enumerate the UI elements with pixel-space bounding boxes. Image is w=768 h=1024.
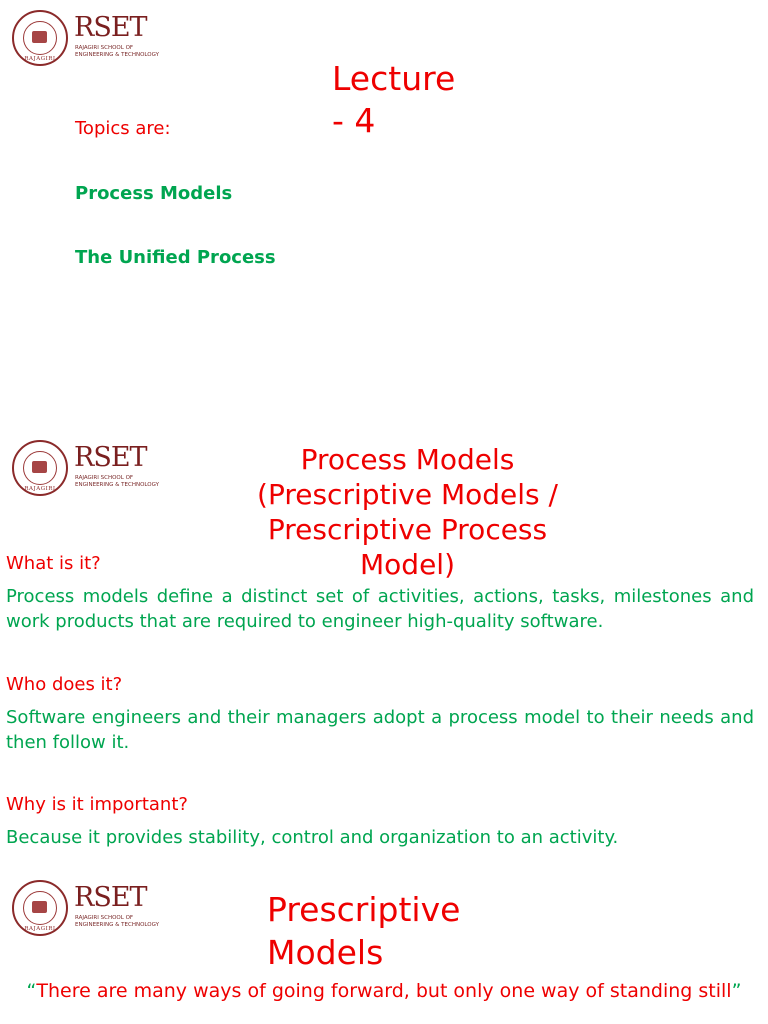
rset-logo [12,880,172,938]
quote [0,980,768,1002]
logo-name: RSET [74,882,147,913]
question-heading: Why is it important? [6,794,188,815]
answer-text: Process models define a distinct set of activities, actions, tasks, milestones and work products that are required to engineer high-quality software. [6,586,754,632]
question-heading: Who does it? [6,674,123,695]
slide-3 [0,870,768,1024]
slide-title: Prescriptive Models [267,890,461,972]
lecture-title: Lecture - 4 [332,59,456,140]
slide-title: Process Models (Prescriptive Models / Prescriptive Process Model) [257,443,558,581]
rset-logo [12,440,172,498]
slide-1 [0,0,768,420]
logo-name: RSET [74,12,147,43]
rset-seal-icon: RAJAGIRI [12,440,68,496]
logo-subtitle: RAJAGIRI SCHOOL OF ENGINEERING & TECHNOLOGY [75,915,159,928]
logo-subtitle: RAJAGIRI SCHOOL OF ENGINEERING & TECHNOLOGY [75,475,159,488]
quote-open-mark: “ [26,980,37,1002]
answer-text: Software engineers and their managers adopt a process model to their needs and then follow it. [6,707,754,753]
topic-item: The Unified Process [75,247,276,268]
rset-logo [12,10,172,68]
rset-seal-icon: RAJAGIRI [12,10,68,66]
slide-2 [0,430,768,860]
question-heading: What is it? [6,553,101,574]
rset-seal-icon: RAJAGIRI [12,880,68,936]
quote-text: There are many ways of going forward, but only one way of standing still [36,980,732,1002]
quote-close-mark: ” [731,980,742,1002]
answer-text: Because it provides stability, control and organization to an activity. [6,827,619,848]
topics-label: Topics are: [75,118,171,139]
logo-subtitle: RAJAGIRI SCHOOL OF ENGINEERING & TECHNOLOGY [75,45,159,58]
topic-item: Process Models [75,183,233,204]
logo-name: RSET [74,442,147,473]
